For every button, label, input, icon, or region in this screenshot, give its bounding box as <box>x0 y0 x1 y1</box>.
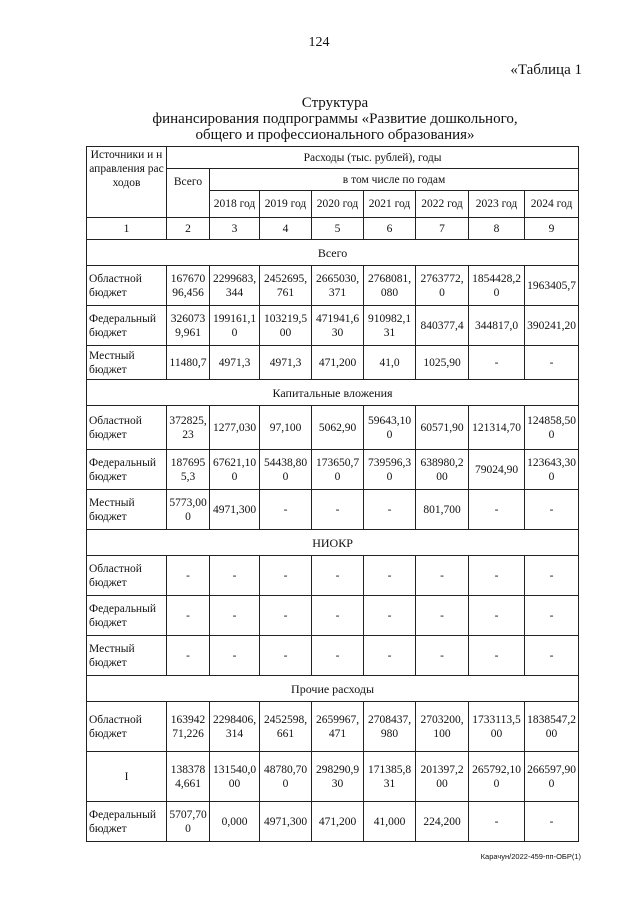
table-row <box>87 490 579 530</box>
amount-cell: 2708437,980 <box>364 702 416 752</box>
amount-cell: 48780,700 <box>260 752 312 802</box>
source-label: Областной бюджет <box>87 406 167 450</box>
header-year: 2021 год <box>364 191 416 218</box>
header-year: 2020 год <box>312 191 364 218</box>
section-title: НИОКР <box>87 530 579 556</box>
amount-cell: - <box>416 596 469 636</box>
table-label: «Таблица 1 <box>510 62 582 78</box>
amount-cell: 1963405,7 <box>525 266 579 306</box>
source-label: Областной бюджет <box>87 702 167 752</box>
amount-cell: 638980,200 <box>416 450 469 490</box>
section-title: Капитальные вложения <box>87 380 579 406</box>
amount-cell: 67621,100 <box>210 450 260 490</box>
amount-cell: 11480,7 <box>167 346 210 380</box>
amount-cell: 1876955,3 <box>167 450 210 490</box>
amount-cell: - <box>210 596 260 636</box>
amount-cell: - <box>469 596 525 636</box>
header-year: 2019 год <box>260 191 312 218</box>
header-year: 2023 год <box>469 191 525 218</box>
amount-cell: 103219,500 <box>260 306 312 346</box>
table-row <box>87 406 579 450</box>
amount-cell: - <box>364 490 416 530</box>
header-total: Всего <box>167 169 210 218</box>
amount-cell: - <box>260 556 312 596</box>
amount-cell: 173650,70 <box>312 450 364 490</box>
amount-cell: 3260739,961 <box>167 306 210 346</box>
amount-cell: - <box>364 636 416 676</box>
amount-cell: 4971,3 <box>210 346 260 380</box>
table-row <box>87 556 579 596</box>
amount-cell: 0,000 <box>210 802 260 842</box>
amount-cell: 60571,90 <box>416 406 469 450</box>
title-line: финансирования подпрограммы «Развитие дошкольного, <box>152 111 518 127</box>
amount-cell: 739596,30 <box>364 450 416 490</box>
amount-cell: 121314,70 <box>469 406 525 450</box>
amount-cell: 4971,300 <box>210 490 260 530</box>
source-label: Областной бюджет <box>87 266 167 306</box>
column-number: 4 <box>260 218 312 240</box>
amount-cell: 2452598,661 <box>260 702 312 752</box>
amount-cell: - <box>416 556 469 596</box>
table-row <box>87 596 579 636</box>
source-label: I <box>87 752 167 802</box>
amount-cell: - <box>260 636 312 676</box>
table-row <box>87 752 579 802</box>
amount-cell: 266597,900 <box>525 752 579 802</box>
amount-cell: 840377,4 <box>416 306 469 346</box>
amount-cell: - <box>364 556 416 596</box>
title-line: общего и профессионального образования» <box>195 127 475 143</box>
amount-cell: 201397,200 <box>416 752 469 802</box>
amount-cell: 390241,20 <box>525 306 579 346</box>
page-number: 124 <box>308 35 330 50</box>
table-row <box>87 306 579 346</box>
table-row <box>87 450 579 490</box>
financing-table <box>86 146 579 842</box>
source-label: Федеральный бюджет <box>87 306 167 346</box>
amount-cell: 2703200,100 <box>416 702 469 752</box>
amount-cell: - <box>525 346 579 380</box>
document-code: Карачун/2022-459-пп-ОБР(1) <box>480 852 581 861</box>
amount-cell: 2665030,371 <box>312 266 364 306</box>
amount-cell: 97,100 <box>260 406 312 450</box>
amount-cell: 2299683,344 <box>210 266 260 306</box>
amount-cell: - <box>525 802 579 842</box>
column-number: 5 <box>312 218 364 240</box>
amount-cell: 16767096,456 <box>167 266 210 306</box>
table-row <box>87 346 579 380</box>
amount-cell: 79024,90 <box>469 450 525 490</box>
amount-cell: - <box>260 490 312 530</box>
header-expenses: Расходы (тыс. рублей), годы <box>167 147 579 169</box>
amount-cell: 123643,300 <box>525 450 579 490</box>
amount-cell: 5707,700 <box>167 802 210 842</box>
amount-cell: 41,0 <box>364 346 416 380</box>
amount-cell: 1838547,200 <box>525 702 579 752</box>
amount-cell: - <box>312 636 364 676</box>
source-label: Федеральный бюджет <box>87 596 167 636</box>
title-line: Структура <box>301 95 369 111</box>
amount-cell: 344817,0 <box>469 306 525 346</box>
amount-cell: 4971,3 <box>260 346 312 380</box>
amount-cell: - <box>469 636 525 676</box>
amount-cell: - <box>525 636 579 676</box>
amount-cell: 5062,90 <box>312 406 364 450</box>
amount-cell: 1277,030 <box>210 406 260 450</box>
amount-cell: 171385,831 <box>364 752 416 802</box>
amount-cell: 2659967,471 <box>312 702 364 752</box>
column-number: 6 <box>364 218 416 240</box>
amount-cell: 910982,131 <box>364 306 416 346</box>
amount-cell: 1854428,20 <box>469 266 525 306</box>
table-row <box>87 636 579 676</box>
header-year: 2024 год <box>525 191 579 218</box>
column-number: 2 <box>167 218 210 240</box>
amount-cell: 1383784,661 <box>167 752 210 802</box>
amount-cell: 2452695,761 <box>260 266 312 306</box>
amount-cell: 1025,90 <box>416 346 469 380</box>
amount-cell: 41,000 <box>364 802 416 842</box>
amount-cell: 54438,800 <box>260 450 312 490</box>
amount-cell: 16394271,226 <box>167 702 210 752</box>
amount-cell: - <box>525 556 579 596</box>
amount-cell: - <box>167 596 210 636</box>
header-sources: Источники и направления расходов <box>87 147 167 218</box>
amount-cell: - <box>312 596 364 636</box>
amount-cell: 2768081,080 <box>364 266 416 306</box>
source-label: Местный бюджет <box>87 346 167 380</box>
amount-cell: 265792,100 <box>469 752 525 802</box>
source-label: Федеральный бюджет <box>87 802 167 842</box>
amount-cell: 5773,000 <box>167 490 210 530</box>
source-label: Местный бюджет <box>87 490 167 530</box>
amount-cell: 801,700 <box>416 490 469 530</box>
table-row <box>87 802 579 842</box>
column-number: 9 <box>525 218 579 240</box>
amount-cell: 124858,500 <box>525 406 579 450</box>
amount-cell: - <box>167 636 210 676</box>
header-year: 2018 год <box>210 191 260 218</box>
amount-cell: - <box>469 346 525 380</box>
amount-cell: 471,200 <box>312 346 364 380</box>
column-number: 7 <box>416 218 469 240</box>
source-label: Областной бюджет <box>87 556 167 596</box>
amount-cell: - <box>312 556 364 596</box>
column-number: 1 <box>87 218 167 240</box>
amount-cell: 2763772,0 <box>416 266 469 306</box>
section-title: Прочие расходы <box>87 676 579 702</box>
header-by-year: в том числе по годам <box>210 169 579 191</box>
amount-cell: - <box>469 802 525 842</box>
amount-cell: - <box>312 490 364 530</box>
amount-cell: 4971,300 <box>260 802 312 842</box>
amount-cell: - <box>525 596 579 636</box>
amount-cell: 59643,100 <box>364 406 416 450</box>
amount-cell: 298290,930 <box>312 752 364 802</box>
amount-cell: - <box>469 556 525 596</box>
amount-cell: - <box>364 596 416 636</box>
amount-cell: 471,200 <box>312 802 364 842</box>
source-label: Федеральный бюджет <box>87 450 167 490</box>
column-number: 8 <box>469 218 525 240</box>
amount-cell: - <box>416 636 469 676</box>
amount-cell: - <box>210 556 260 596</box>
table-title <box>0 95 638 143</box>
amount-cell: 224,200 <box>416 802 469 842</box>
amount-cell: - <box>210 636 260 676</box>
amount-cell: - <box>525 490 579 530</box>
amount-cell: 199161,10 <box>210 306 260 346</box>
amount-cell: - <box>167 556 210 596</box>
table-row <box>87 266 579 306</box>
amount-cell: 2298406,314 <box>210 702 260 752</box>
amount-cell: 372825,23 <box>167 406 210 450</box>
amount-cell: 1733113,500 <box>469 702 525 752</box>
amount-cell: 471941,630 <box>312 306 364 346</box>
column-number: 3 <box>210 218 260 240</box>
amount-cell: - <box>260 596 312 636</box>
section-title: Всего <box>87 240 579 266</box>
table-row <box>87 702 579 752</box>
source-label: Местный бюджет <box>87 636 167 676</box>
header-year: 2022 год <box>416 191 469 218</box>
amount-cell: 131540,000 <box>210 752 260 802</box>
amount-cell: - <box>469 490 525 530</box>
